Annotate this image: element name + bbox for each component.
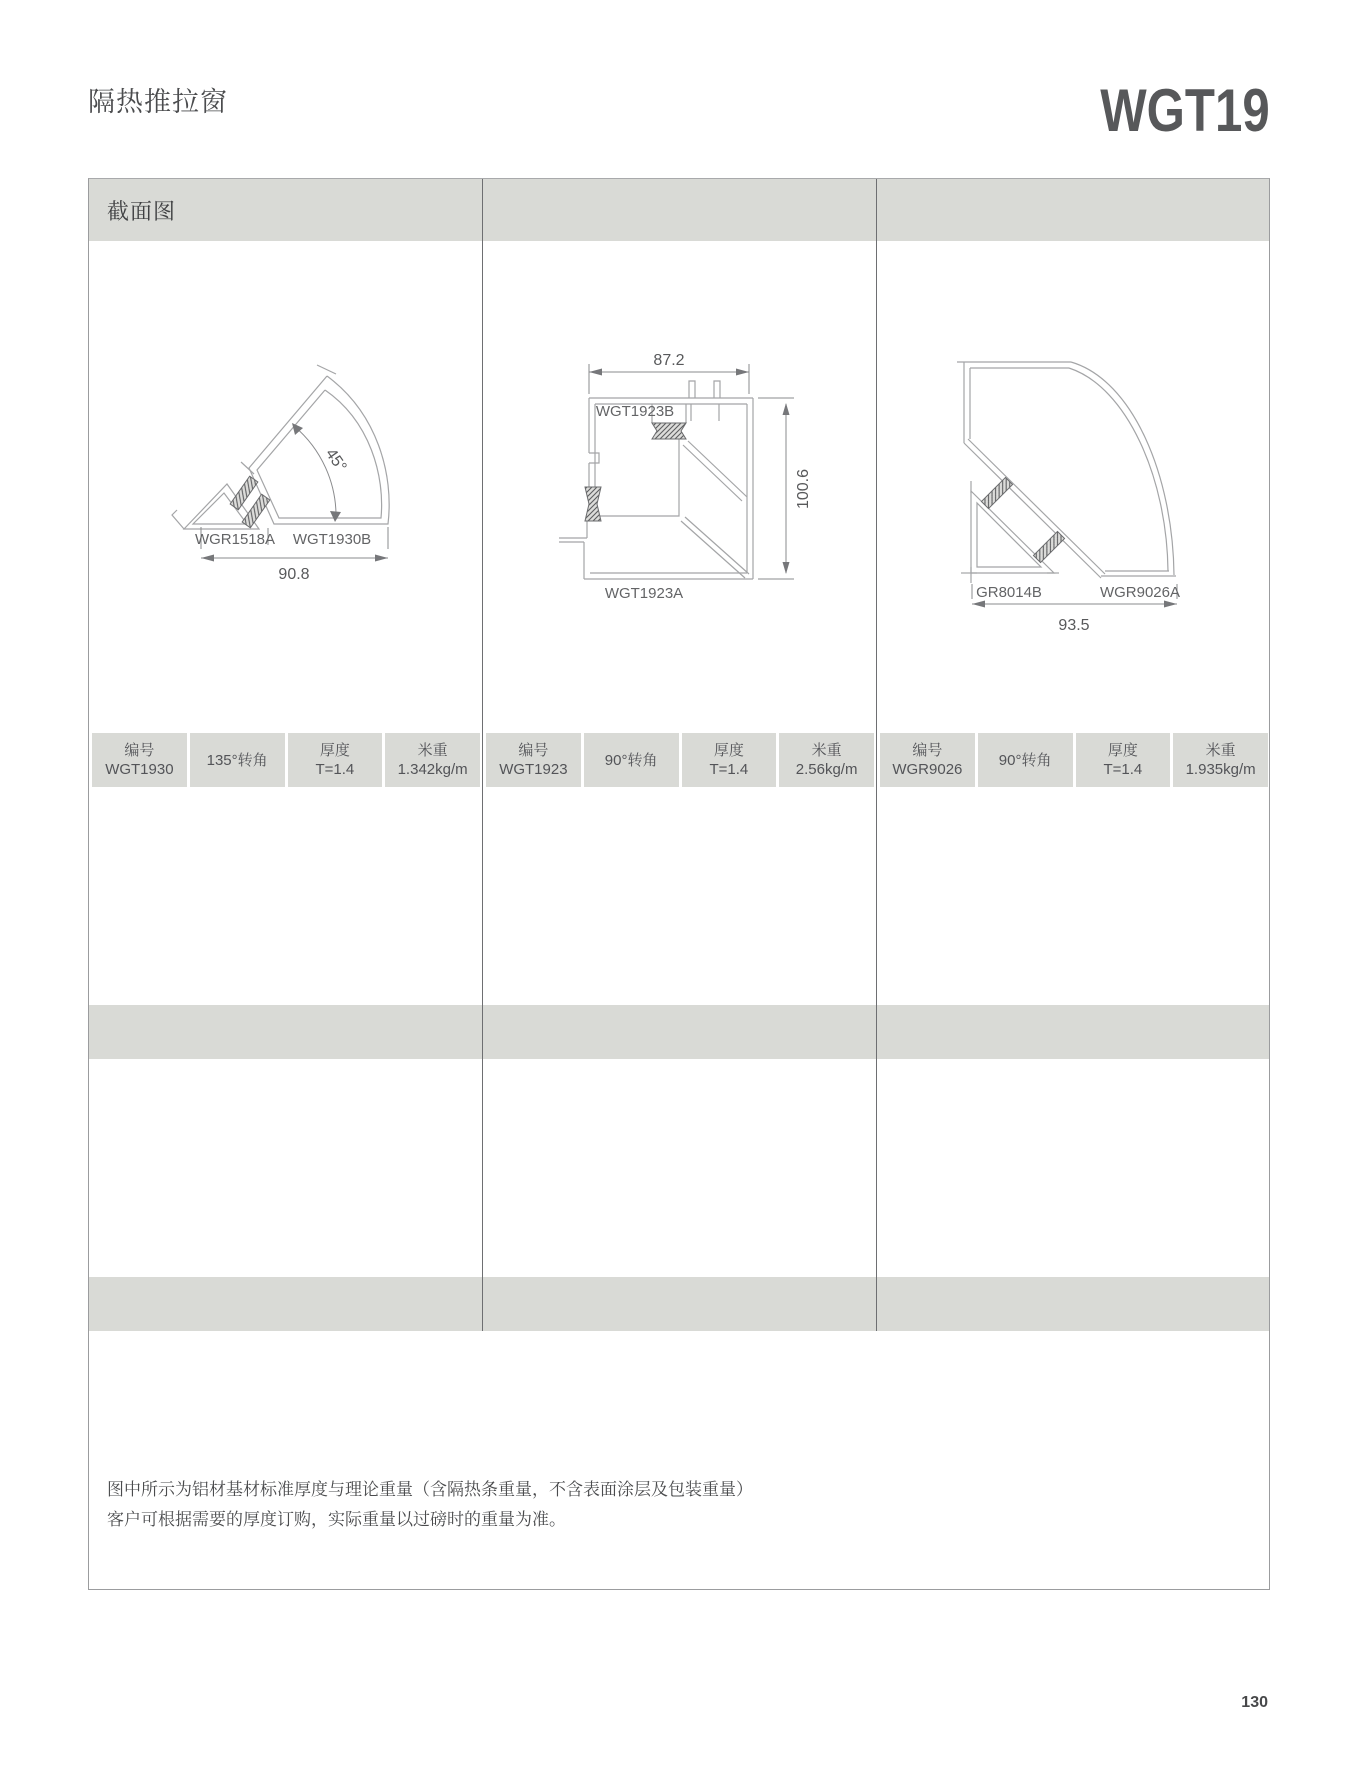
spec-weight-label: 米重: [417, 742, 448, 759]
spec-thickness-value: T=1.4: [1103, 761, 1143, 778]
footnote-line-1: 图中所示为铝材基材标准厚度与理论重量（含隔热条重量，不含表面涂层及包装重量）: [107, 1480, 753, 1499]
arrowhead: [1164, 601, 1177, 608]
part-label: GR8014B: [976, 584, 1042, 601]
spec-cell-type: [584, 733, 679, 787]
arrowhead: [783, 562, 790, 574]
width-dim-label: 93.5: [1058, 617, 1090, 634]
spec-thickness-value: T=1.4: [709, 761, 749, 778]
spec-thickness-label: 厚度: [1107, 742, 1138, 759]
section-table: [88, 178, 1270, 1590]
arrowhead: [972, 601, 985, 608]
spec-row-column-1: [89, 733, 483, 787]
spec-cell-thickness: [682, 733, 777, 787]
arrowhead: [783, 403, 790, 415]
part-label: WGT1930B: [292, 531, 372, 548]
angle-annotation: [294, 426, 336, 519]
spec-cell-code: [92, 733, 187, 787]
spec-cell-type: [978, 733, 1073, 787]
spec-code-label: 编号: [124, 742, 155, 759]
column-divider: [482, 179, 483, 1331]
profile-outline: [957, 362, 1176, 583]
spec-cell-code: [880, 733, 975, 787]
arrowhead: [330, 511, 341, 522]
section-header-label: 截面图: [107, 198, 177, 224]
spec-cell-weight: [1173, 733, 1268, 787]
spec-code-value: WGR9026: [892, 761, 963, 778]
spec-thickness-label: 厚度: [713, 742, 744, 759]
model-code: WGT19: [1100, 77, 1270, 144]
spec-weight-value: 1.935kg/m: [1185, 761, 1256, 778]
spec-cell-weight: [385, 733, 480, 787]
part-label: WGR9026A: [1099, 584, 1181, 601]
arrowhead: [589, 369, 602, 376]
drawing-90-corner-frame: [483, 241, 877, 733]
spec-cell-thickness: [1076, 733, 1171, 787]
spec-type-value: 90°转角: [998, 751, 1052, 769]
spec-code-value: WGT1923: [499, 761, 568, 778]
part-label: WGT1923A: [604, 585, 684, 602]
arrowhead: [375, 555, 388, 562]
spec-code-value: WGT1930: [105, 761, 174, 778]
spec-weight-value: 1.342kg/m: [397, 761, 468, 778]
spec-thickness-value: T=1.4: [315, 761, 355, 778]
spec-thickness-label: 厚度: [319, 742, 350, 759]
spec-weight-label: 米重: [811, 742, 842, 759]
angle-dim-label: 45°: [321, 445, 350, 476]
page-number: 130: [1241, 1694, 1268, 1711]
width-dim-label: 90.8: [278, 566, 310, 583]
spec-cell-weight: [779, 733, 874, 787]
empty-row-band: [89, 1277, 1269, 1331]
spec-cell-thickness: [288, 733, 383, 787]
footnote: [107, 1475, 753, 1535]
profile-outline: [172, 365, 389, 529]
empty-row-band: [89, 1005, 1269, 1059]
width-dim-label: 87.2: [653, 352, 685, 369]
spec-code-label: 编号: [912, 742, 943, 759]
part-label: WGR1518A: [194, 531, 276, 548]
spec-type-value: 135°转角: [206, 751, 268, 769]
arrowhead: [201, 555, 214, 562]
spec-row-column-2: [483, 733, 877, 787]
spec-cell-code: [486, 733, 581, 787]
part-label: WGT1923B: [595, 403, 675, 420]
spec-weight-label: 米重: [1205, 742, 1236, 759]
spec-cell-type: [190, 733, 285, 787]
spec-type-value: 90°转角: [604, 751, 658, 769]
thermal-break-strips: [585, 423, 686, 521]
page-title: 隔热推拉窗: [88, 87, 228, 117]
drawing-quarter-round-corner: [877, 241, 1271, 733]
dimension-lines: [589, 364, 794, 579]
spec-weight-value: 2.56kg/m: [795, 761, 858, 778]
column-divider: [876, 179, 877, 1331]
footnote-line-2: 客户可根据需要的厚度订购，实际重量以过磅时的重量为准。: [107, 1510, 566, 1529]
spec-code-label: 编号: [518, 742, 549, 759]
spec-row-column-3: [877, 733, 1271, 787]
drawing-135-corner: [89, 241, 483, 733]
arrowhead: [736, 369, 749, 376]
table-header-bar: [89, 179, 1269, 241]
height-dim-label: 100.6: [795, 468, 812, 510]
